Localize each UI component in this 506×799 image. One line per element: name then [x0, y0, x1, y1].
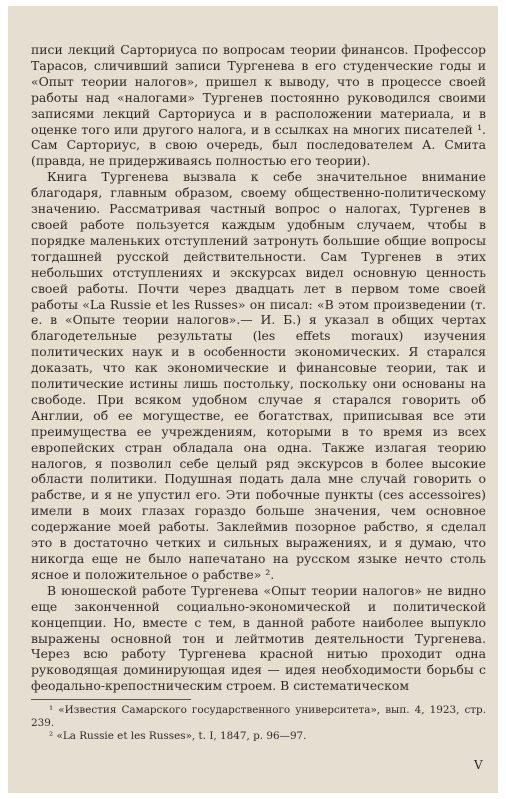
footnote-2: ² «La Russie et les Russes», t. I, 1847, p. 96—97.	[49, 730, 307, 743]
paragraph-2: Книга Тургенева вызвала к себе значительное внимание благодаря, главным образом, своему общественно-политическому значению. Рассматривая частный вопрос о налогах, Тургенев в своей работе пользуется каждым удобным случаем, чтобы в порядке маленьких отступлений затронуть большие общие вопросы тогдашней русской действительности. Сам Тургенев в этих небольших отступлениях и экскурсах видел основную ценность своей работы. Почти через двадцать лет в первом томе своей работы «La Russie et les Russes» он писал: «В этом произведении (т. е. в «Опыте теории налогов».— И. Б.) я указал в общих чертах благодетельные результаты (les effets moraux) изучения политических наук и в особенности экономических. Я старался доказать, что как экономические и финансовые теории, так и политические истины лишь постольку, поскольку они основаны на свободе. При всяком удобном случае я старался говорить об Англии, об ее могуществе, ее богатствах, приписывая все эти преимущества ее учреждениям, которыми в то время из всех европейских стран обладала она одна. Также излагая теорию налогов, я позволил себе целый ряд экскурсов в более высокие области политики. Подушная подать дала мне случай говорить о рабстве, и я не упустил его. Эти побочные пункты (ces accessoires) имели в моих глазах гораздо больше значения, чем основное содержание моей работы. Заклеймив позорное рабство, я сделал это в достаточно четких и сильных выражениях, и я думаю, что никогда еще не было напечатано на русском языке нечто столь ясное и положительное о рабстве» ².	[31, 169, 486, 582]
footnote-1: ¹ «Известия Самарского государственного университета», вып. 4, 1923, стр. 239.	[31, 704, 486, 730]
footnote-divider	[31, 699, 191, 700]
page-number: V	[474, 758, 483, 772]
page-body	[31, 42, 486, 743]
paragraph-1: писи лекций Сарториуса по вопросам теории финансов. Профессор Тарасов, сличивший записи Тургенева в его студенческие годы и «Опыт теории налогов», пришел к выводу, что в процессе своей работы над «налогами» Тургенев постоянно руководился своими записями лекций Сарториуса и в расположении материала, и в оценке того или другого налога, и в ссылках на многих писателей ¹. Сам Сарториус, в свою очередь, был последователем А. Смита (правда, не придерживаясь полностью его теории).	[31, 42, 486, 169]
paragraph-3: В юношеской работе Тургенева «Опыт теории налогов» не видно еще законченной социально-экономической и политической концепции. Но, вместе с тем, в данной работе наиболее выпукло выражены основной тон и лейтмотив деятельности Тургенева. Через всю работу Тургенева красной нитью проходит одна руководящая доминирующая идея — идея необходимости борьбы с феодально-крепостническим строем. В систематическом	[31, 582, 486, 694]
book-page	[8, 6, 498, 793]
